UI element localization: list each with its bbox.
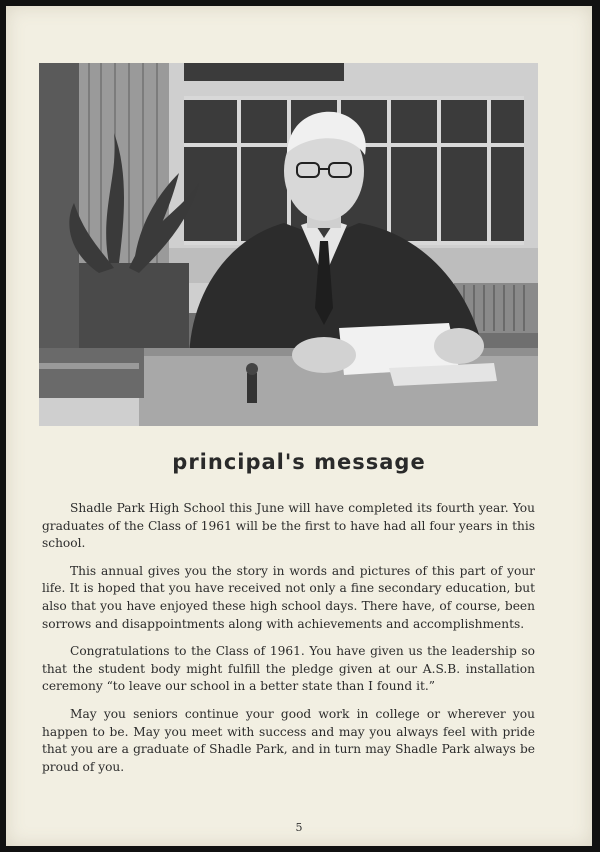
principal-photo [39,63,538,426]
page-number: 5 [295,821,303,834]
page-title: principal's message [172,450,426,474]
paragraph: This annual gives you the story in words and pictures of this part of your life. It is hoped that you have received not only a fine secondary education, but also that you have enjoyed these high school days. There have, of course, been sorrows and disappointments along with achievements and accomplishments. [42,563,535,631]
paragraph: Shadle Park High School this June will have completed its fourth year. You graduates of the Class of 1961 will be the first to have had all four years in this school. [42,501,535,551]
message-body [42,500,535,786]
paragraph: Congratulations to the Class of 1961. You have given us the leadership so that the student body might fulfill the pledge given at our A.S.B. installation ceremony “to leave our school in a better state than I found it.” [42,644,535,694]
yearbook-page [6,6,592,846]
paragraph: May you seniors continue your good work in college or wherever you happen to be. May you meet with success and may you always feel with pride that you are a graduate of Shadle Park, and in turn may Shadle Park always be proud of you. [42,706,535,774]
